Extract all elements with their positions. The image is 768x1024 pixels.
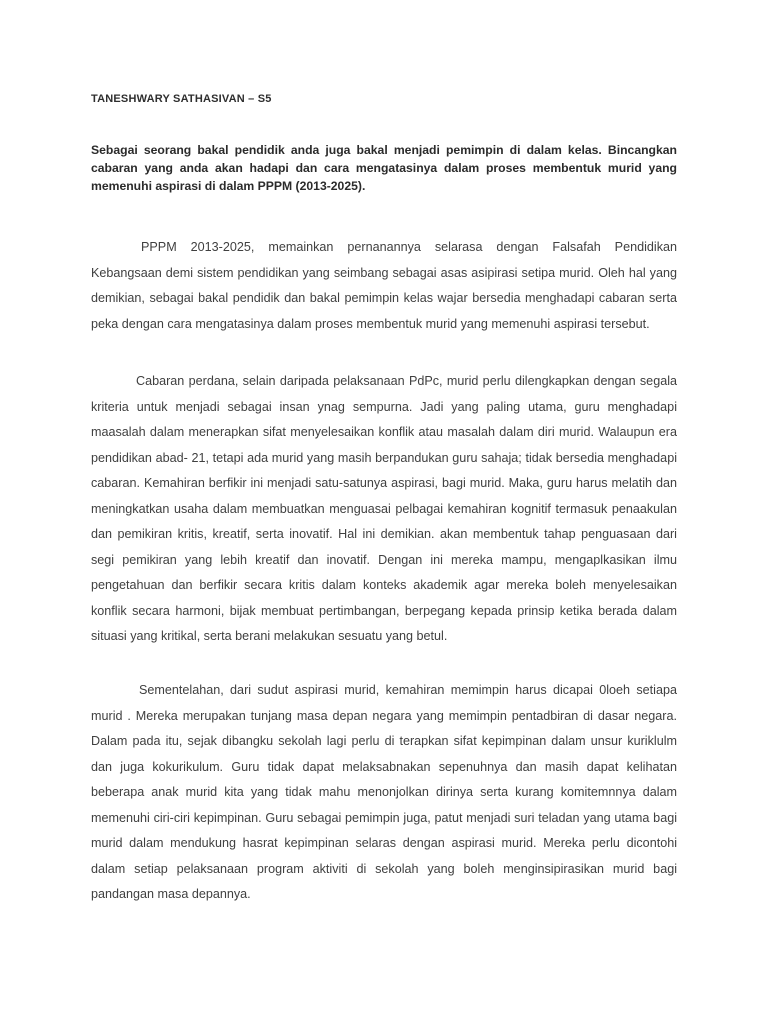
essay-question: Sebagai seorang bakal pendidik anda juga bakal menjadi pemimpin di dalam kelas. Bincangkan cabaran yang anda akan hadapi dan cara mengatasinya dalam proses membentuk murid yang memenuhi aspirasi di dalam PPPM (2013-2025). (91, 143, 677, 193)
author-line: TANESHWARY SATHASIVAN – S5 (91, 93, 272, 105)
paragraph-2: Cabaran perdana, selain daripada pelaksanaan PdPc, murid perlu dilengkapkan dengan segala kriteria untuk menjadi sebagai insan ynag sempurna. Jadi yang paling utama, guru menghadapi maasalah dalam menerapkan sifat menyelesaikan konflik atau masalah dalam diri murid. Walaupun era pendidikan abad- 21, tetapi ada murid yang masih berpandukan guru sahaja; tidak bersedia menghadapi cabaran. Kemahiran berfikir ini menjadi satu-satunya aspirasi, bagi murid. Maka, guru harus melatih dan meningkatkan usaha dalam membuatkan menguasai pelbagai kemahiran kognitif termasuk penaakulan dan pemikiran kritis, kreatif, serta inovatif. Hal ini demikian. akan membentuk tahap penguasaan dari segi pemikiran yang lebih kreatif dan inovatif. Dengan ini mereka mampu, mengaplkasikan ilmu pengetahuan dan berfikir secara kritis dalam konteks akademik agar mereka boleh menyelesaikan konflik secara harmoni, bijak membuat pertimbangan, berpegang kepada prinsip ketika berada dalam situasi yang kritikal, serta berani melakukan sesuatu yang betul. (91, 374, 677, 643)
paragraph-1: PPPM 2013-2025, memainkan pernanannya selarasa dengan Falsafah Pendidikan Kebangsaan demi sistem pendidikan yang seimbang sebagai asas asipirasi setipa murid. Oleh hal yang demikian, sebagai bakal pendidik dan bakal pemimpin kelas wajar bersedia menghadapi cabaran serta peka dengan cara mengatasinya dalam proses membentuk murid yang memenuhi aspirasi tersebut. (91, 240, 677, 331)
paragraph-3: Sementelahan, dari sudut aspirasi murid, kemahiran memimpin harus dicapai 0loeh setiapa murid . Mereka merupakan tunjang masa depan negara yang memimpin pentadbiran di dasar negara. Dalam pada itu, sejak dibangku sekolah lagi perlu di terapkan sifat kepimpinan dalam unsur kuriklulm dan juga kokurikulum. Guru tidak dapat melaksabnakan sepenuhnya dan masih dapat kelihatan beberapa anak murid kita yang tidak mahu menonjolkan dirinya serta kurang komitemnnya dalam memenuhi ciri-ciri kepimpinan. Guru sebagai pemimpin juga, patut menjadi suri teladan yang utama bagi murid dalam mendukung hasrat kepimpinan selaras dengan aspirasi murid. Mereka perlu dicontohi dalam setiap pelaksanaan program aktiviti di sekolah yang boleh menginsipirasikan murid bagi pandangan masa depannya. (91, 683, 677, 901)
